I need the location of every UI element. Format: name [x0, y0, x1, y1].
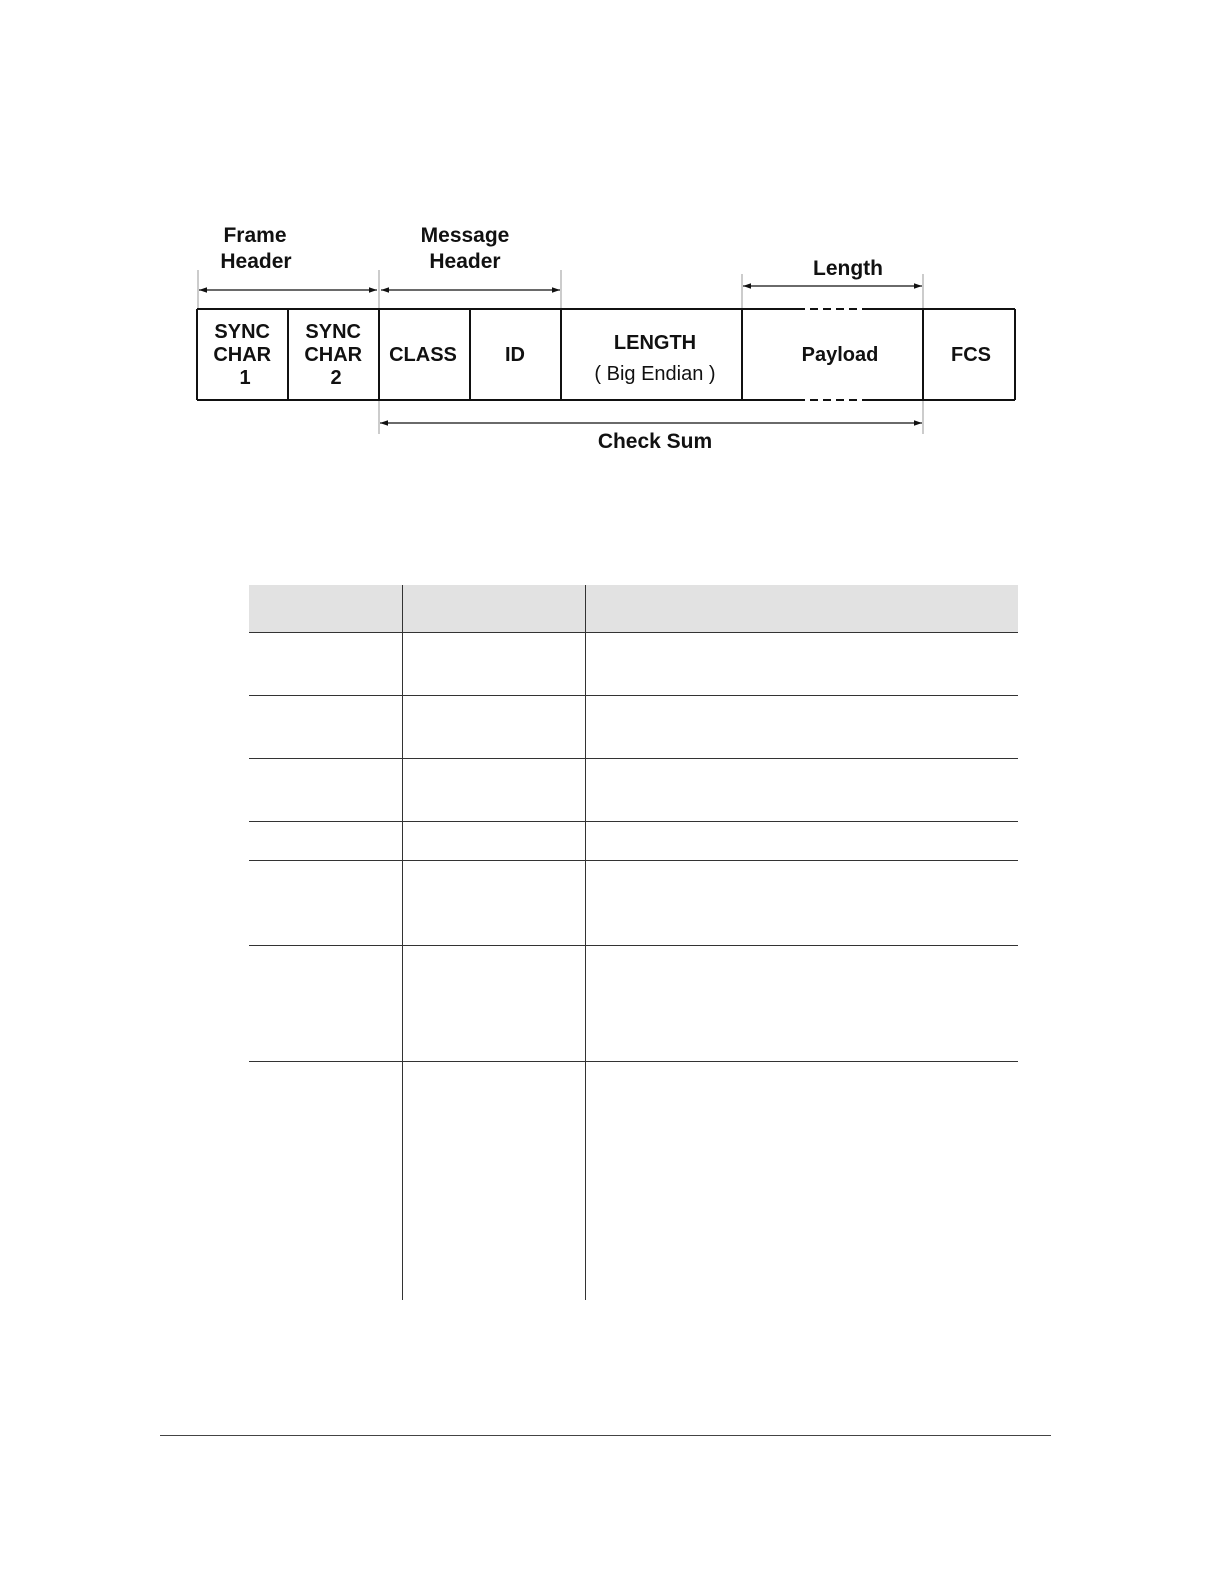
frame-header-label-line2: Header [220, 250, 292, 273]
table-cell [249, 632, 402, 695]
table-header-cell [402, 585, 585, 632]
table-row [249, 1061, 1018, 1300]
table-cell [402, 695, 585, 758]
field-class: CLASS [389, 344, 457, 366]
table-cell [402, 945, 585, 1061]
table-cell [402, 860, 585, 945]
table-cell [249, 695, 402, 758]
table-cell [249, 821, 402, 860]
table-row [249, 860, 1018, 945]
table-cell [402, 632, 585, 695]
table-cell [249, 758, 402, 821]
field-description-table [249, 585, 1018, 1300]
table-header-cell [585, 585, 1018, 632]
table-cell [585, 632, 1018, 695]
field-sync-char-1: SYNC CHAR 1 [213, 321, 272, 389]
footer-divider [160, 1435, 1051, 1436]
field-length: LENGTH [613, 332, 697, 354]
table-cell [585, 860, 1018, 945]
message-header-label-line2: Header [429, 250, 501, 273]
table-row [249, 758, 1018, 821]
table-cell [585, 945, 1018, 1061]
frame-header-label-line1: Frame [223, 224, 287, 247]
table-row [249, 821, 1018, 860]
length-span-label: Length [813, 257, 883, 280]
table-row [249, 945, 1018, 1061]
field-length-endianness: ( Big Endian ) [594, 363, 716, 385]
table-header-row [249, 585, 1018, 632]
table-cell [585, 695, 1018, 758]
table-cell [585, 821, 1018, 860]
table-row [249, 695, 1018, 758]
table-cell [402, 1061, 585, 1300]
table-row [249, 632, 1018, 695]
table-cell [249, 860, 402, 945]
table-cell [249, 945, 402, 1061]
table-cell [249, 1061, 402, 1300]
check-sum-label: Check Sum [597, 430, 713, 453]
table-header-cell [249, 585, 402, 632]
table-cell [585, 1061, 1018, 1300]
field-payload: Payload [801, 344, 879, 366]
table-cell [585, 758, 1018, 821]
frame-structure-diagram [0, 0, 1224, 480]
table-cell [402, 821, 585, 860]
field-sync-char-2: SYNC CHAR 2 [304, 321, 363, 389]
message-header-label-line1: Message [420, 224, 510, 247]
field-fcs: FCS [951, 344, 991, 366]
table-cell [402, 758, 585, 821]
field-id: ID [505, 344, 525, 366]
